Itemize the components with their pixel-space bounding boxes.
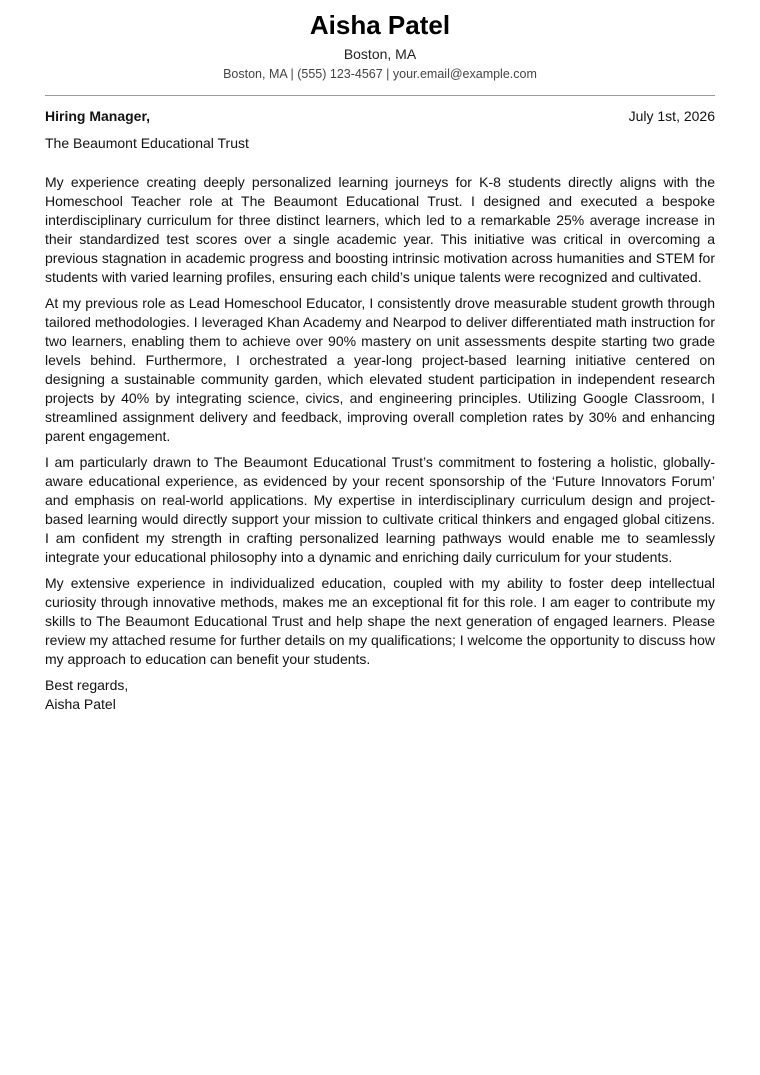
recipient-salutation: Hiring Manager,	[45, 108, 151, 124]
signature-name: Aisha Patel	[45, 696, 116, 712]
letter-body	[45, 173, 715, 669]
body-paragraph-2: At my previous role as Lead Homeschool Educator, I consistently drove measurable student growth through tailored methodologies. I leveraged Khan Academy and Nearpod to deliver differentiated math instruction for two learners, enabling them to achieve over 90% mastery on unit assessments despite starting two grade levels behind. Furthermore, I orchestrated a year-long project-based learning initiative centered on designing a sustainable community garden, which elevated student participation in independent research projects by 40% by integrating science, civics, and engineering principles. Utilizing Google Classroom, I streamlined assignment delivery and feedback, improving overall completion rates by 30% and enhancing parent engagement.	[45, 295, 715, 444]
letter-header	[45, 0, 715, 83]
sender-location: Boston, MA	[343, 46, 417, 62]
body-paragraph-4: My extensive experience in individualized education, coupled with my ability to foster deep intellectual curiosity through innovative methods, makes me an exceptional fit for this role. I am eager to contribute my skills to The Beaumont Educational Trust and help shape the next generation of engaged learners. Please review my attached resume for further details on my qualifications; I welcome the opportunity to discuss how my approach to education can benefit your students.	[45, 575, 715, 667]
body-paragraph-3: I am particularly drawn to The Beaumont Educational Trust’s commitment to fostering a holistic, globally-aware educational experience, as evidenced by your recent sponsorship of the ‘Future Innovators Forum’ and emphasis on real-world applications. My expertise in interdisciplinary curriculum design and project-based learning would directly support your mission to cultivate critical thinkers and engaged global citizens. I am confident my strength in crafting personalized learning pathways would enable me to seamlessly integrate your educational philosophy into a dynamic and enriching daily curriculum for your students.	[45, 454, 715, 565]
body-paragraph-1: My experience creating deeply personalized learning journeys for K-8 students directly aligns with the Homeschool Teacher role at The Beaumont Educational Trust. I designed and executed a bespoke interdisciplinary curriculum for three distinct learners, which led to a remarkable 25% average increase in their standardized test scores over a single academic year. This initiative was critical in overcoming a previous stagnation in academic progress and boosting intrinsic motivation across humanities and STEM for students with varied learning profiles, ensuring each child’s unique talents were recognized and cultivated.	[45, 174, 715, 285]
letter-closing	[45, 676, 715, 714]
closing-phrase: Best regards,	[45, 677, 129, 693]
recipient-organization: The Beaumont Educational Trust	[45, 135, 249, 151]
recipient-date-row	[45, 106, 715, 126]
letter-date: July 1st, 2026	[628, 108, 715, 124]
sender-name: Aisha Patel	[309, 10, 451, 40]
header-divider	[45, 95, 715, 96]
sender-contact-line: Boston, MA | (555) 123-4567 | your.email@example.com	[223, 67, 537, 81]
